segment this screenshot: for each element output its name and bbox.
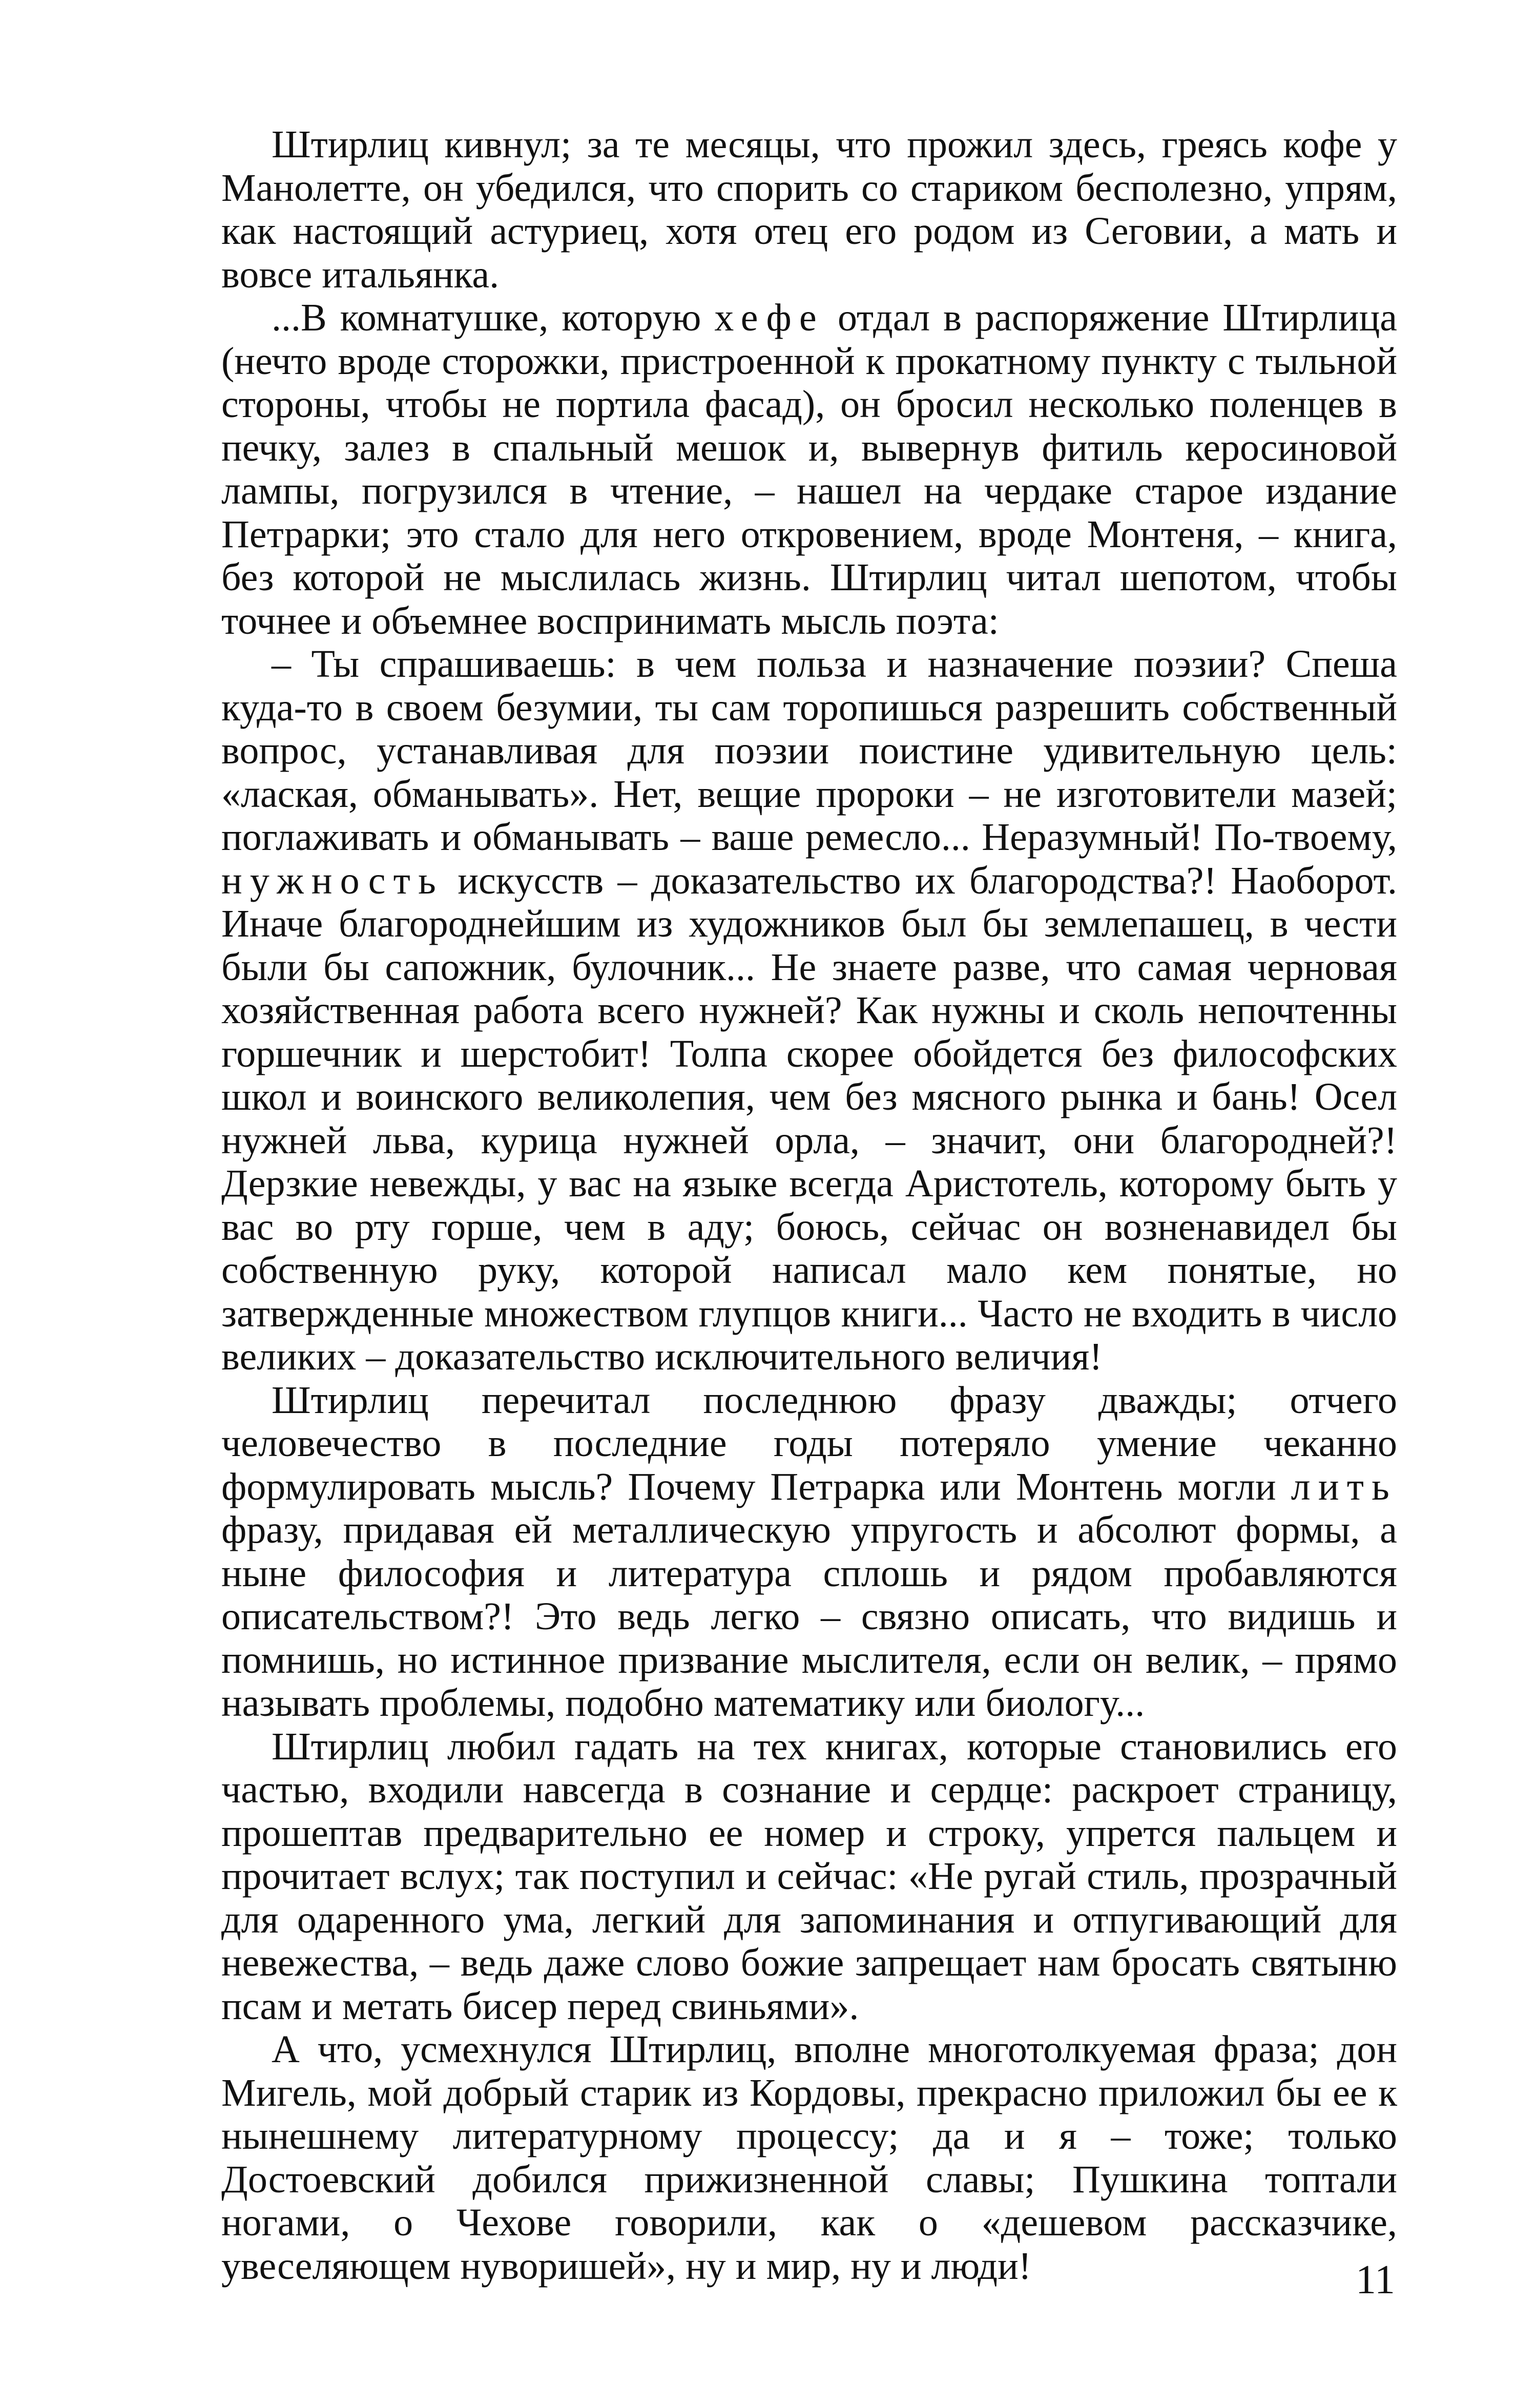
paragraph-text: фразу, придавая ей металлическую упругость и абсолют формы, а ныне философия и литература сплошь и рядом пробавляются описательством?! Это ведь легко – связно описать, что видишь и помнишь, но истинное призвание мыслителя, если он велик, – прямо называть проблемы, подобно математику или биологу... bbox=[221, 1508, 1397, 1725]
page-body bbox=[221, 123, 1397, 2288]
paragraph-text: Штирлиц любил гадать на тех книгах, которые становились его частью, входили навсегда в сознание и сердце: раскроет страницу, прошептав предварительно ее номер и строку, упрется пальцем и прочитает вслух; так поступил и сейчас: «Не ругай стиль, прозрачный для одаренного ума, легкий для запоминания и отпугивающий для невежества, – ведь даже слово божие запрещает нам бросать святыню псам и метать бисер перед свиньями». bbox=[221, 1725, 1397, 2028]
page-number: 11 bbox=[1356, 2257, 1396, 2302]
paragraph-text: отдал в распоряжение Штирлица (нечто вроде сторожки, пристроенной к прокатному пункту с тыльной стороны, чтобы не портила фасад), он бросил несколько поленцев в печку, залез в спальный мешок и, вывернув фитиль керосиновой лампы, погрузился в чтение, – нашел на чердаке старое издание Петрарки; это стало для него откровением, вроде Монтеня, – книга, без которой не мыслилась жизнь. Штирлиц читал шепотом, чтобы точнее и объемнее воспринимать мысль поэта: bbox=[221, 296, 1397, 642]
paragraph-text: искусств – доказательство их благородства?! Наоборот. Иначе благороднейшим из художников был бы землепашец, в чести были бы сапожник, булочник... Не знаете разве, что самая черновая хозяйственная работа всего нужней? Как нужны и сколь непочтенны горшечник и шерстобит! Толпа скорее обойдется без философских школ и воинского великолепия, чем без мясного рынка и бань! Осел нужней льва, курица нужней орла, – значит, они благородней?! Дерзкие невежды, у вас на языке всегда Аристотель, которому быть у вас во рту горше, чем в аду; боюсь, сейчас он возненавидел бы собственную руку, которой написал мало кем понятые, но затвержденные множеством глупцов книги... Часто не входить в число великих – доказательство исключительного величия! bbox=[221, 859, 1397, 1378]
paragraph-text: А что, усмехнулся Штирлиц, вполне многотолкуемая фраза; дон Мигель, мой добрый старик из Кордовы, прекрасно приложил бы ее к нынешнему литературному процессу; да и я – тоже; только Достоевский добился прижизненной славы; Пушкина топтали ногами, о Чехове говорили, как о «дешевом рассказчике, увеселяющем нуворишей», ну и мир, ну и люди! bbox=[221, 2028, 1397, 2288]
paragraph-text: ...В комнатушке, которую bbox=[272, 296, 715, 339]
paragraph bbox=[221, 1379, 1397, 1725]
paragraph-text: – Ты спрашиваешь: в чем польза и назначение поэзии? Спеша куда-то в своем безумии, ты сам торопишься разрешить собственный вопрос, устанавливая для поэзии поистине удивительную цель: «лаская, обманывать». Нет, вещие пророки – не изготовители мазей; поглаживать и обманывать – ваше ремесло... Неразумный! По-твоему, bbox=[221, 642, 1397, 859]
spaced-word: хефе bbox=[714, 296, 824, 339]
paragraph bbox=[221, 296, 1397, 642]
paragraph bbox=[221, 642, 1397, 1379]
spaced-word: нужность bbox=[221, 859, 444, 902]
paragraph-text: Штирлиц кивнул; за те месяцы, что прожил здесь, греясь кофе у Манолетте, он убедился, что спорить со стариком бесполезно, упрям, как настоящий астуриец, хотя отец его родом из Сеговии, а мать и вовсе итальянка. bbox=[221, 123, 1397, 296]
paragraph bbox=[221, 1725, 1397, 2028]
paragraph-text: Штирлиц перечитал последнюю фразу дважды; отчего человечество в последние годы потеряло умение чеканно формулировать мысль? Почему Петрарка или Монтень могли bbox=[221, 1378, 1397, 1508]
paragraph bbox=[221, 2028, 1397, 2288]
paragraph bbox=[221, 123, 1397, 296]
spaced-word: лить bbox=[1291, 1465, 1397, 1508]
